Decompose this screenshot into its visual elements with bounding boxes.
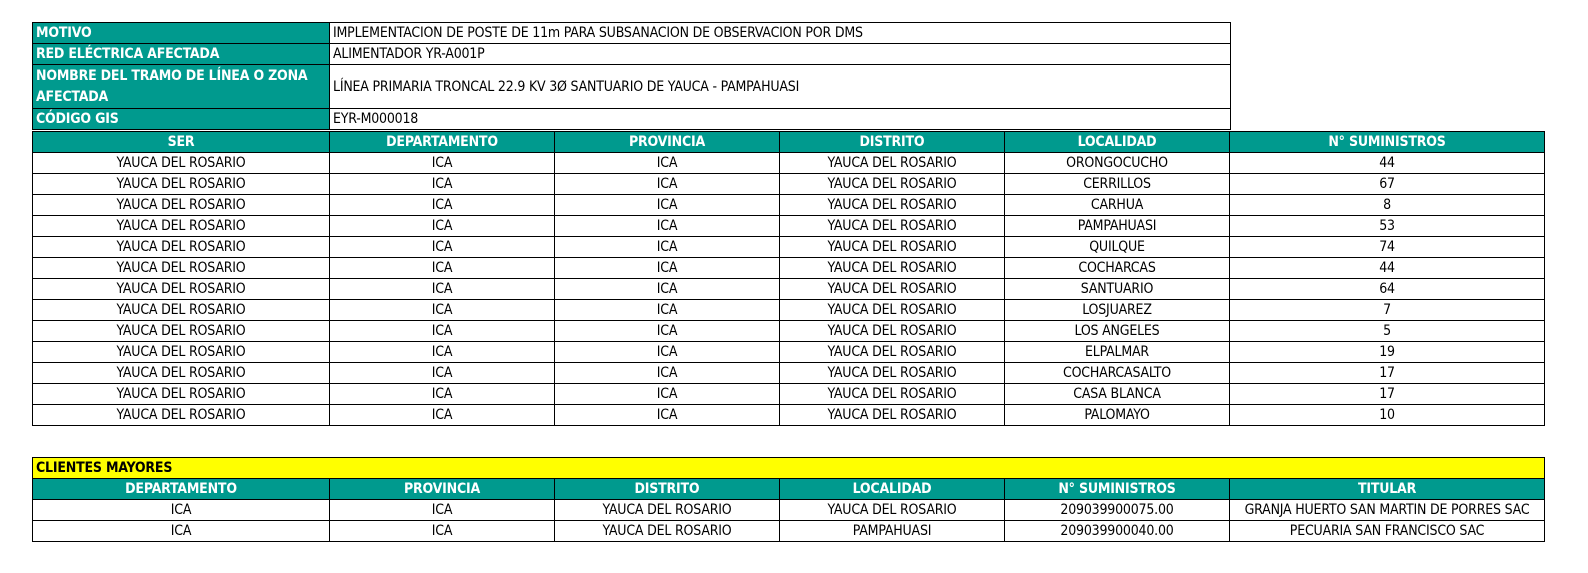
table-cell[interactable]: ICA — [555, 405, 780, 426]
table-cell[interactable]: ICA — [330, 342, 555, 363]
info-row-tramo — [33, 65, 1231, 109]
table-cell[interactable]: QUILQUE — [1005, 237, 1230, 258]
table-cell[interactable]: YAUCA DEL ROSARIO — [33, 405, 330, 426]
table-cell[interactable]: YAUCA DEL ROSARIO — [780, 300, 1005, 321]
clients-header-row — [33, 479, 1545, 500]
table-cell[interactable]: 44 — [1230, 258, 1545, 279]
table-cell[interactable]: ICA — [330, 405, 555, 426]
table-cell[interactable]: ICA — [555, 216, 780, 237]
table-cell[interactable]: ICA — [330, 237, 555, 258]
table-cell[interactable]: YAUCA DEL ROSARIO — [555, 500, 780, 521]
table-cell[interactable]: 17 — [1230, 363, 1545, 384]
table-cell[interactable]: YAUCA DEL ROSARIO — [780, 174, 1005, 195]
table-cell[interactable]: ICA — [555, 384, 780, 405]
table-cell[interactable]: ICA — [555, 258, 780, 279]
table-cell[interactable]: 74 — [1230, 237, 1545, 258]
clients-title[interactable]: CLIENTES MAYORES — [33, 458, 1545, 479]
table-cell[interactable]: ICA — [555, 237, 780, 258]
table-cell[interactable]: CARHUA — [1005, 195, 1230, 216]
table-cell[interactable]: YAUCA DEL ROSARIO — [780, 363, 1005, 384]
table-cell[interactable]: YAUCA DEL ROSARIO — [33, 363, 330, 384]
table-cell[interactable]: 44 — [1230, 153, 1545, 174]
info-label-tramo[interactable]: NOMBRE DEL TRAMO DE LÍNEA O ZONA AFECTADA — [33, 65, 330, 109]
clients-title-row — [33, 458, 1545, 479]
header-ser[interactable]: SER — [33, 132, 330, 153]
table-cell[interactable]: 67 — [1230, 174, 1545, 195]
header-provincia[interactable]: PROVINCIA — [555, 132, 780, 153]
table-row — [33, 237, 1545, 258]
table-cell[interactable]: ICA — [330, 216, 555, 237]
table-cell[interactable]: COCHARCAS — [1005, 258, 1230, 279]
table-cell[interactable]: ICA — [330, 174, 555, 195]
table-row — [33, 258, 1545, 279]
table-cell[interactable]: 8 — [1230, 195, 1545, 216]
table-cell[interactable]: YAUCA DEL ROSARIO — [780, 279, 1005, 300]
table-cell[interactable]: ICA — [555, 153, 780, 174]
table-cell[interactable]: CERRILLOS — [1005, 174, 1230, 195]
table-cell[interactable]: YAUCA DEL ROSARIO — [33, 195, 330, 216]
table-cell[interactable]: ICA — [330, 153, 555, 174]
suministros-table — [32, 131, 1545, 426]
table-cell[interactable]: LOS ANGELES — [1005, 321, 1230, 342]
table-row — [33, 342, 1545, 363]
table-cell[interactable]: YAUCA DEL ROSARIO — [555, 521, 780, 542]
info-label-motivo[interactable]: MOTIVO — [33, 23, 330, 44]
table-cell[interactable]: 19 — [1230, 342, 1545, 363]
table-cell[interactable]: YAUCA DEL ROSARIO — [780, 500, 1005, 521]
info-value-red-electrica[interactable]: ALIMENTADOR YR-A001P — [330, 44, 1231, 65]
info-label-codigo-gis[interactable]: CÓDIGO GIS — [33, 109, 330, 130]
table-cell[interactable]: PAMPAHUASI — [1005, 216, 1230, 237]
clientes-mayores-table — [32, 457, 1545, 542]
table-row — [33, 384, 1545, 405]
table-cell[interactable]: GRANJA HUERTO SAN MARTIN DE PORRES SAC — [1230, 500, 1545, 521]
table-cell[interactable]: 209039900075.00 — [1005, 500, 1230, 521]
table-cell[interactable]: 53 — [1230, 216, 1545, 237]
table-cell[interactable]: YAUCA DEL ROSARIO — [780, 195, 1005, 216]
info-label-red-electrica[interactable]: RED ELÉCTRICA AFECTADA — [33, 44, 330, 65]
header-suministros[interactable]: N° SUMINISTROS — [1230, 132, 1545, 153]
table-row — [33, 300, 1545, 321]
table-row — [33, 363, 1545, 384]
clientes-mayores-table-body — [33, 500, 1545, 542]
clients-header-departamento[interactable]: DEPARTAMENTO — [33, 479, 330, 500]
table-cell[interactable]: SANTUARIO — [1005, 279, 1230, 300]
clients-header-provincia[interactable]: PROVINCIA — [330, 479, 555, 500]
table-cell[interactable]: YAUCA DEL ROSARIO — [780, 321, 1005, 342]
clients-header-localidad[interactable]: LOCALIDAD — [780, 479, 1005, 500]
table-cell[interactable]: PAMPAHUASI — [780, 521, 1005, 542]
suministros-table-body — [33, 153, 1545, 426]
table-cell[interactable]: YAUCA DEL ROSARIO — [780, 237, 1005, 258]
info-row-motivo — [33, 23, 1231, 44]
table-cell[interactable]: YAUCA DEL ROSARIO — [33, 153, 330, 174]
table-row — [33, 153, 1545, 174]
info-table — [32, 22, 1231, 130]
table-cell[interactable]: PECUARIA SAN FRANCISCO SAC — [1230, 521, 1545, 542]
table-cell[interactable]: ICA — [555, 195, 780, 216]
table-cell[interactable]: ICA — [330, 258, 555, 279]
table-cell[interactable]: 209039900040.00 — [1005, 521, 1230, 542]
table-cell[interactable]: ICA — [555, 321, 780, 342]
table-cell[interactable]: 7 — [1230, 300, 1545, 321]
table-cell[interactable]: ELPALMAR — [1005, 342, 1230, 363]
table-cell[interactable]: CASA BLANCA — [1005, 384, 1230, 405]
table-cell[interactable]: PALOMAYO — [1005, 405, 1230, 426]
table-row — [33, 321, 1545, 342]
table-cell[interactable]: ICA — [555, 279, 780, 300]
table-cell[interactable]: COCHARCASALTO — [1005, 363, 1230, 384]
info-row-codigo-gis — [33, 109, 1231, 130]
table-cell[interactable]: ICA — [555, 300, 780, 321]
table-cell[interactable]: YAUCA DEL ROSARIO — [33, 258, 330, 279]
table-cell[interactable]: ICA — [330, 384, 555, 405]
table-cell[interactable]: YAUCA DEL ROSARIO — [780, 216, 1005, 237]
table-cell[interactable]: ICA — [330, 500, 555, 521]
table-cell[interactable]: YAUCA DEL ROSARIO — [33, 174, 330, 195]
table-cell[interactable]: LOSJUAREZ — [1005, 300, 1230, 321]
table-header-row — [33, 132, 1545, 153]
table-cell[interactable]: ICA — [330, 279, 555, 300]
table-cell[interactable]: ICA — [330, 363, 555, 384]
table-row — [33, 195, 1545, 216]
table-row — [33, 216, 1545, 237]
table-cell[interactable]: ICA — [33, 521, 330, 542]
info-row-red-electrica — [33, 44, 1231, 65]
info-value-motivo[interactable]: IMPLEMENTACION DE POSTE DE 11m PARA SUBSANACION DE OBSERVACION POR DMS — [330, 23, 1231, 44]
table-cell[interactable]: 64 — [1230, 279, 1545, 300]
clients-header-suministros[interactable]: N° SUMINISTROS — [1005, 479, 1230, 500]
table-cell[interactable]: YAUCA DEL ROSARIO — [33, 216, 330, 237]
table-cell[interactable]: ICA — [33, 500, 330, 521]
clients-header-distrito[interactable]: DISTRITO — [555, 479, 780, 500]
table-cell[interactable]: 17 — [1230, 384, 1545, 405]
table-cell[interactable]: ORONGOCUCHO — [1005, 153, 1230, 174]
table-row — [33, 405, 1545, 426]
header-localidad[interactable]: LOCALIDAD — [1005, 132, 1230, 153]
table-cell[interactable]: 5 — [1230, 321, 1545, 342]
table-cell[interactable]: ICA — [555, 342, 780, 363]
table-row — [33, 174, 1545, 195]
table-cell[interactable]: YAUCA DEL ROSARIO — [33, 321, 330, 342]
table-cell[interactable]: YAUCA DEL ROSARIO — [33, 300, 330, 321]
info-value-tramo[interactable]: LÍNEA PRIMARIA TRONCAL 22.9 KV 3Ø SANTUARIO DE YAUCA - PAMPAHUASI — [330, 65, 1231, 109]
table-cell[interactable]: YAUCA DEL ROSARIO — [780, 258, 1005, 279]
header-distrito[interactable]: DISTRITO — [780, 132, 1005, 153]
table-row — [33, 279, 1545, 300]
table-row — [33, 500, 1545, 521]
table-cell[interactable]: YAUCA DEL ROSARIO — [33, 342, 330, 363]
header-departamento[interactable]: DEPARTAMENTO — [330, 132, 555, 153]
table-cell[interactable]: YAUCA DEL ROSARIO — [780, 384, 1005, 405]
table-cell[interactable]: YAUCA DEL ROSARIO — [780, 153, 1005, 174]
table-cell[interactable]: YAUCA DEL ROSARIO — [33, 279, 330, 300]
table-cell[interactable]: YAUCA DEL ROSARIO — [780, 342, 1005, 363]
table-cell[interactable]: YAUCA DEL ROSARIO — [780, 405, 1005, 426]
table-cell[interactable]: ICA — [555, 363, 780, 384]
table-cell[interactable]: ICA — [330, 521, 555, 542]
info-value-codigo-gis[interactable]: EYR-M000018 — [330, 109, 1231, 130]
table-cell[interactable]: ICA — [330, 195, 555, 216]
clients-header-titular[interactable]: TITULAR — [1230, 479, 1545, 500]
table-cell[interactable]: ICA — [555, 174, 780, 195]
table-row — [33, 521, 1545, 542]
table-cell[interactable]: ICA — [330, 300, 555, 321]
table-cell[interactable]: YAUCA DEL ROSARIO — [33, 237, 330, 258]
table-cell[interactable]: ICA — [330, 321, 555, 342]
table-cell[interactable]: YAUCA DEL ROSARIO — [33, 384, 330, 405]
table-cell[interactable]: 10 — [1230, 405, 1545, 426]
